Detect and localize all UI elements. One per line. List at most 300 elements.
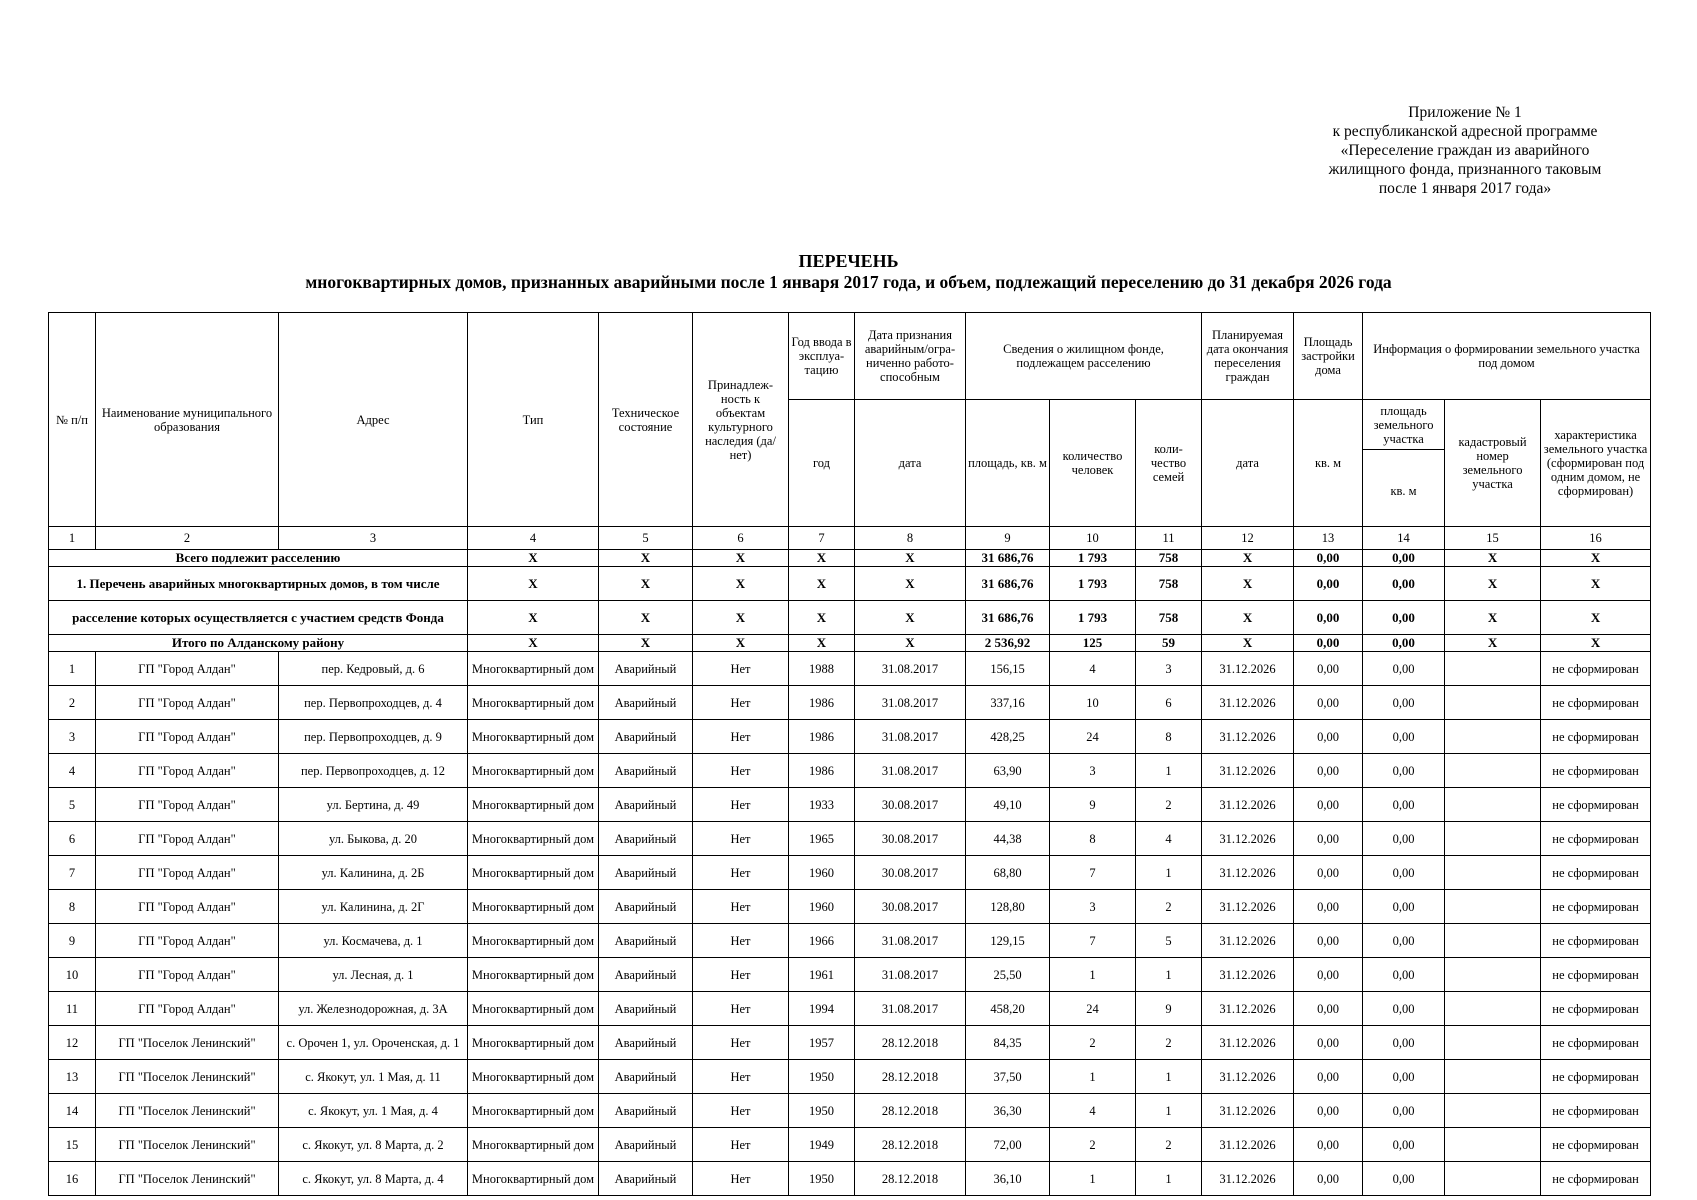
table-cell: Нет [693, 788, 789, 822]
summary-cell: X [855, 550, 966, 567]
summary-row [49, 635, 1651, 652]
column-number: 10 [1050, 527, 1136, 550]
table-cell: не сформирован [1541, 1128, 1651, 1162]
table-row [49, 1162, 1651, 1196]
header-families: коли-чество семей [1136, 400, 1202, 527]
summary-cell: 1 793 [1050, 567, 1136, 601]
table-cell: 24 [1050, 720, 1136, 754]
table-cell: 8 [1050, 822, 1136, 856]
table-cell: Многоквартирный дом [468, 856, 599, 890]
table-cell: 1 [1136, 1060, 1202, 1094]
table-cell: 31.12.2026 [1202, 1094, 1294, 1128]
header-area: площадь, кв. м [966, 400, 1050, 527]
table-cell: Аварийный [599, 720, 693, 754]
table-cell: с. Якокут, ул. 1 Мая, д. 4 [279, 1094, 468, 1128]
table-cell: Многоквартирный дом [468, 1162, 599, 1196]
table-cell [1445, 822, 1541, 856]
table-cell: 1986 [789, 720, 855, 754]
table-row [49, 686, 1651, 720]
summary-cell: 125 [1050, 635, 1136, 652]
table-cell: 3 [1050, 890, 1136, 924]
table-cell: пер. Кедровый, д. 6 [279, 652, 468, 686]
table-cell: 458,20 [966, 992, 1050, 1026]
summary-label: 1. Перечень аварийных многоквартирных домов, в том числе [49, 567, 468, 601]
table-cell: 31.12.2026 [1202, 992, 1294, 1026]
table-cell: 14 [49, 1094, 96, 1128]
table-cell: ГП "Город Алдан" [96, 720, 279, 754]
table-cell: не сформирован [1541, 1060, 1651, 1094]
table-cell: не сформирован [1541, 788, 1651, 822]
table-cell: 1950 [789, 1162, 855, 1196]
table-cell: Аварийный [599, 1162, 693, 1196]
table-cell: 0,00 [1294, 822, 1363, 856]
table-cell: 31.08.2017 [855, 720, 966, 754]
table-cell: 31.12.2026 [1202, 856, 1294, 890]
column-number: 8 [855, 527, 966, 550]
table-cell: Многоквартирный дом [468, 1094, 599, 1128]
table-cell: ул. Быкова, д. 20 [279, 822, 468, 856]
table-row [49, 856, 1651, 890]
table-cell: 1949 [789, 1128, 855, 1162]
header-people: количество человек [1050, 400, 1136, 527]
table-cell: не сформирован [1541, 822, 1651, 856]
summary-row [49, 567, 1651, 601]
table-cell [1445, 1026, 1541, 1060]
table-cell: 24 [1050, 992, 1136, 1026]
table-cell: 28.12.2018 [855, 1026, 966, 1060]
summary-cell: 758 [1136, 601, 1202, 635]
table-cell: 0,00 [1363, 652, 1445, 686]
table-cell: ГП "Поселок Ленинский" [96, 1060, 279, 1094]
table-cell: 31.08.2017 [855, 958, 966, 992]
table-cell: Многоквартирный дом [468, 788, 599, 822]
summary-row [49, 550, 1651, 567]
column-number: 4 [468, 527, 599, 550]
table-cell: 30.08.2017 [855, 788, 966, 822]
table-cell: 4 [1050, 652, 1136, 686]
table-row [49, 788, 1651, 822]
summary-cell: 0,00 [1294, 550, 1363, 567]
table-row [49, 1060, 1651, 1094]
table-cell: Аварийный [599, 958, 693, 992]
table-cell: 0,00 [1363, 1162, 1445, 1196]
summary-cell: 0,00 [1363, 567, 1445, 601]
summary-cell: 0,00 [1363, 635, 1445, 652]
summary-cell: X [1541, 550, 1651, 567]
table-cell: Многоквартирный дом [468, 1060, 599, 1094]
table-cell: Аварийный [599, 1128, 693, 1162]
table-cell: не сформирован [1541, 1162, 1651, 1196]
table-cell: 31.08.2017 [855, 992, 966, 1026]
summary-cell: X [1541, 635, 1651, 652]
table-cell: не сформирован [1541, 890, 1651, 924]
appendix-line: к республиканской адресной программе [1332, 123, 1598, 140]
table-cell: Нет [693, 958, 789, 992]
table-cell: ГП "Город Алдан" [96, 958, 279, 992]
table-cell: 1966 [789, 924, 855, 958]
summary-cell: X [1445, 550, 1541, 567]
table-row [49, 1128, 1651, 1162]
column-number: 3 [279, 527, 468, 550]
table-cell: ГП "Поселок Ленинский" [96, 1094, 279, 1128]
table-cell: 428,25 [966, 720, 1050, 754]
column-number: 2 [96, 527, 279, 550]
table-cell: Многоквартирный дом [468, 720, 599, 754]
summary-cell: X [1445, 635, 1541, 652]
header-condition: Техническое состояние [599, 313, 693, 527]
summary-cell: X [855, 567, 966, 601]
summary-label: Всего подлежит расселению [49, 550, 468, 567]
table-cell: 2 [1136, 1026, 1202, 1060]
column-number: 11 [1136, 527, 1202, 550]
table-cell: Нет [693, 890, 789, 924]
summary-cell: X [1202, 550, 1294, 567]
table-cell: Многоквартирный дом [468, 822, 599, 856]
table-cell: 28.12.2018 [855, 1060, 966, 1094]
summary-label: Итого по Алданскому району [49, 635, 468, 652]
table-cell: 0,00 [1294, 924, 1363, 958]
table-cell: 31.12.2026 [1202, 720, 1294, 754]
table-cell: 5 [1136, 924, 1202, 958]
table-cell: 1986 [789, 754, 855, 788]
table-cell: 63,90 [966, 754, 1050, 788]
table-cell: Многоквартирный дом [468, 924, 599, 958]
table-cell: Аварийный [599, 1094, 693, 1128]
summary-cell: X [855, 635, 966, 652]
summary-cell: X [693, 550, 789, 567]
table-cell: 3 [49, 720, 96, 754]
table-cell: 0,00 [1363, 822, 1445, 856]
table-cell: ул. Лесная, д. 1 [279, 958, 468, 992]
table-cell: 31.12.2026 [1202, 1162, 1294, 1196]
table-cell [1445, 856, 1541, 890]
header-date-unit: дата [855, 400, 966, 527]
table-cell: ГП "Город Алдан" [96, 924, 279, 958]
table-cell: 0,00 [1363, 1060, 1445, 1094]
column-number: 7 [789, 527, 855, 550]
table-cell: 31.12.2026 [1202, 1026, 1294, 1060]
table-cell: Нет [693, 720, 789, 754]
table-cell: 6 [1136, 686, 1202, 720]
table-cell: 1960 [789, 856, 855, 890]
table-cell: не сформирован [1541, 958, 1651, 992]
table-cell: 1988 [789, 652, 855, 686]
summary-cell: X [1541, 567, 1651, 601]
table-cell: Нет [693, 1094, 789, 1128]
table-cell: с. Якокут, ул. 1 Мая, д. 11 [279, 1060, 468, 1094]
header-land-group: Информация о формировании земельного участка под домом [1363, 313, 1651, 400]
table-cell: Многоквартирный дом [468, 686, 599, 720]
table-cell: 31.08.2017 [855, 754, 966, 788]
summary-cell: 0,00 [1294, 601, 1363, 635]
table-cell: 7 [1050, 856, 1136, 890]
table-cell [1445, 652, 1541, 686]
table-cell: 2 [1136, 1128, 1202, 1162]
table-cell: с. Якокут, ул. 8 Марта, д. 2 [279, 1128, 468, 1162]
header-type: Тип [468, 313, 599, 527]
table-cell: 9 [49, 924, 96, 958]
header-address: Адрес [279, 313, 468, 527]
table-row [49, 992, 1651, 1026]
table-cell: 1933 [789, 788, 855, 822]
table-cell: Аварийный [599, 788, 693, 822]
table-cell: 11 [49, 992, 96, 1026]
table-cell [1445, 788, 1541, 822]
table-cell: Многоквартирный дом [468, 652, 599, 686]
table-cell: 13 [49, 1060, 96, 1094]
table-cell: 31.12.2026 [1202, 686, 1294, 720]
appendix-line: жилищного фонда, признанного таковым [1328, 161, 1602, 178]
table-cell: ул. Космачева, д. 1 [279, 924, 468, 958]
table-cell: 1 [1136, 1162, 1202, 1196]
table-cell: 6 [49, 822, 96, 856]
table-cell [1445, 958, 1541, 992]
table-row [49, 890, 1651, 924]
table-cell: 1994 [789, 992, 855, 1026]
table-cell: Аварийный [599, 686, 693, 720]
summary-cell: X [1445, 601, 1541, 635]
table-cell: 10 [1050, 686, 1136, 720]
header-built-unit: кв. м [1294, 400, 1363, 527]
summary-cell: X [1202, 567, 1294, 601]
header-year-unit: год [789, 400, 855, 527]
column-number: 9 [966, 527, 1050, 550]
table-cell [1445, 992, 1541, 1026]
table-row [49, 1026, 1651, 1060]
table-cell: Многоквартирный дом [468, 958, 599, 992]
table-cell: Аварийный [599, 1060, 693, 1094]
table-cell: 7 [49, 856, 96, 890]
summary-cell: 31 686,76 [966, 550, 1050, 567]
summary-cell: X [468, 567, 599, 601]
summary-label: расселение которых осуществляется с участием средств Фонда [49, 601, 468, 635]
table-cell: с. Якокут, ул. 8 Марта, д. 4 [279, 1162, 468, 1196]
summary-cell: X [693, 601, 789, 635]
table-cell: 0,00 [1363, 754, 1445, 788]
table-row [49, 1094, 1651, 1128]
table-cell: 28.12.2018 [855, 1094, 966, 1128]
appendix-line: «Переселение граждан из аварийного [1340, 142, 1590, 159]
summary-cell: 758 [1136, 550, 1202, 567]
table-cell: Нет [693, 1060, 789, 1094]
table-cell: 1 [1136, 1094, 1202, 1128]
table-cell: 31.08.2017 [855, 686, 966, 720]
table-cell: пер. Первопроходцев, д. 9 [279, 720, 468, 754]
summary-cell: X [1445, 567, 1541, 601]
table-cell: 0,00 [1294, 1026, 1363, 1060]
table-cell: 337,16 [966, 686, 1050, 720]
header-land-area-unit: кв. м [1390, 484, 1417, 498]
table-cell: 0,00 [1294, 720, 1363, 754]
table-cell: Аварийный [599, 992, 693, 1026]
header-housing-group: Сведения о жилищном фонде, подлежащем расселению [966, 313, 1202, 400]
table-cell: ГП "Поселок Ленинский" [96, 1128, 279, 1162]
table-cell: 0,00 [1294, 890, 1363, 924]
summary-cell: X [693, 635, 789, 652]
table-cell: 72,00 [966, 1128, 1050, 1162]
table-cell: 49,10 [966, 788, 1050, 822]
header-num: № п/п [49, 313, 96, 527]
table-cell: 16 [49, 1162, 96, 1196]
table-cell: пер. Первопроходцев, д. 12 [279, 754, 468, 788]
summary-cell: X [599, 635, 693, 652]
table-cell: 129,15 [966, 924, 1050, 958]
table-cell: Нет [693, 856, 789, 890]
table-cell [1445, 1094, 1541, 1128]
table-cell: 1950 [789, 1094, 855, 1128]
table-cell: Нет [693, 992, 789, 1026]
table-cell: не сформирован [1541, 1026, 1651, 1060]
header-heritage: Принадлеж-ность к объектам культурного наследия (да/нет) [693, 313, 789, 527]
document-title: ПЕРЕЧЕНЬ [798, 251, 899, 271]
column-number: 13 [1294, 527, 1363, 550]
summary-cell: X [468, 601, 599, 635]
table-cell: не сформирован [1541, 652, 1651, 686]
table-cell: 156,15 [966, 652, 1050, 686]
table-cell: ГП "Город Алдан" [96, 652, 279, 686]
table-cell: 0,00 [1294, 958, 1363, 992]
table-cell: 2 [1050, 1026, 1136, 1060]
table-cell: 2 [49, 686, 96, 720]
summary-cell: 31 686,76 [966, 601, 1050, 635]
table-cell: 128,80 [966, 890, 1050, 924]
header-row-top [49, 313, 1651, 400]
table-cell: 31.12.2026 [1202, 890, 1294, 924]
table-cell: ГП "Город Алдан" [96, 686, 279, 720]
table-cell: Нет [693, 822, 789, 856]
table-cell: 1 [1050, 958, 1136, 992]
table-cell: 0,00 [1363, 924, 1445, 958]
table-cell: 31.12.2026 [1202, 1128, 1294, 1162]
table-cell: 1960 [789, 890, 855, 924]
table-row [49, 924, 1651, 958]
column-number: 16 [1541, 527, 1651, 550]
table-cell: 2 [1050, 1128, 1136, 1162]
column-number: 5 [599, 527, 693, 550]
table-cell [1445, 686, 1541, 720]
header-planned: Планируемая дата окончания переселения граждан [1202, 313, 1294, 400]
table-cell: 4 [1050, 1094, 1136, 1128]
table-body [49, 313, 1651, 1196]
table-cell: Аварийный [599, 822, 693, 856]
table-cell: 1950 [789, 1060, 855, 1094]
table-cell: 0,00 [1363, 890, 1445, 924]
table-cell: 0,00 [1294, 754, 1363, 788]
table-cell [1445, 1128, 1541, 1162]
summary-cell: X [855, 601, 966, 635]
table-cell: не сформирован [1541, 686, 1651, 720]
table-row [49, 754, 1651, 788]
table-cell: 0,00 [1294, 1094, 1363, 1128]
appendix-line: после 1 января 2017 года» [1378, 180, 1552, 197]
table-cell: ул. Калинина, д. 2Б [279, 856, 468, 890]
summary-cell: 1 793 [1050, 550, 1136, 567]
table-cell: 0,00 [1363, 788, 1445, 822]
table-cell [1445, 720, 1541, 754]
table-cell: Нет [693, 1026, 789, 1060]
table-row [49, 720, 1651, 754]
table-cell: 1965 [789, 822, 855, 856]
summary-cell: 59 [1136, 635, 1202, 652]
summary-cell: 31 686,76 [966, 567, 1050, 601]
table-cell: Аварийный [599, 924, 693, 958]
table-cell: 30.08.2017 [855, 890, 966, 924]
table-cell: 1961 [789, 958, 855, 992]
table-cell: 37,50 [966, 1060, 1050, 1094]
table-cell: Аварийный [599, 1026, 693, 1060]
table-cell: Аварийный [599, 890, 693, 924]
table-cell: 30.08.2017 [855, 822, 966, 856]
table-cell: ул. Железнодорожная, д. 3А [279, 992, 468, 1026]
table-cell: 9 [1050, 788, 1136, 822]
table-cell: Нет [693, 686, 789, 720]
header-planned-unit: дата [1202, 400, 1294, 527]
summary-cell: X [468, 635, 599, 652]
table-cell: 0,00 [1363, 720, 1445, 754]
table-cell: Многоквартирный дом [468, 1026, 599, 1060]
summary-cell: X [789, 550, 855, 567]
table-row [49, 652, 1651, 686]
table-cell: 0,00 [1294, 856, 1363, 890]
table-cell: ГП "Город Алдан" [96, 992, 279, 1026]
summary-cell: X [789, 601, 855, 635]
summary-cell: X [468, 550, 599, 567]
table-cell: 1957 [789, 1026, 855, 1060]
summary-cell: 1 793 [1050, 601, 1136, 635]
table-cell: 1 [1050, 1060, 1136, 1094]
column-number: 12 [1202, 527, 1294, 550]
table-cell: Аварийный [599, 856, 693, 890]
table-cell [1445, 1162, 1541, 1196]
column-number: 15 [1445, 527, 1541, 550]
summary-cell: 0,00 [1363, 550, 1445, 567]
table-cell: пер. Первопроходцев, д. 4 [279, 686, 468, 720]
column-number-row [49, 527, 1651, 550]
summary-cell: 0,00 [1294, 567, 1363, 601]
table-cell: 4 [49, 754, 96, 788]
header-date: Дата признания аварийным/огра-ниченно работо-способным [855, 313, 966, 400]
table-cell: не сформирован [1541, 754, 1651, 788]
table-cell: 0,00 [1294, 992, 1363, 1026]
header-municipality: Наименование муниципального образования [96, 313, 279, 527]
table-cell: 1 [49, 652, 96, 686]
table-cell: 36,10 [966, 1162, 1050, 1196]
table-cell: 5 [49, 788, 96, 822]
table-cell: 0,00 [1363, 1026, 1445, 1060]
table-cell: 30.08.2017 [855, 856, 966, 890]
table-cell [1445, 890, 1541, 924]
table-cell: 31.12.2026 [1202, 1060, 1294, 1094]
table-cell: не сформирован [1541, 924, 1651, 958]
table-cell: ул. Бертина, д. 49 [279, 788, 468, 822]
table-cell: 15 [49, 1128, 96, 1162]
table-cell: 2 [1136, 788, 1202, 822]
table-cell: ГП "Поселок Ленинский" [96, 1026, 279, 1060]
table-cell: ГП "Город Алдан" [96, 754, 279, 788]
table-cell: 9 [1136, 992, 1202, 1026]
summary-cell: X [789, 567, 855, 601]
column-number: 6 [693, 527, 789, 550]
table-cell: не сформирован [1541, 856, 1651, 890]
summary-cell: 2 536,92 [966, 635, 1050, 652]
table-cell: 12 [49, 1026, 96, 1060]
table-cell: 68,80 [966, 856, 1050, 890]
table-cell: 2 [1136, 890, 1202, 924]
table-cell: 0,00 [1363, 1128, 1445, 1162]
summary-cell: 0,00 [1363, 601, 1445, 635]
header-land-area [1363, 400, 1445, 527]
table-cell [1445, 754, 1541, 788]
